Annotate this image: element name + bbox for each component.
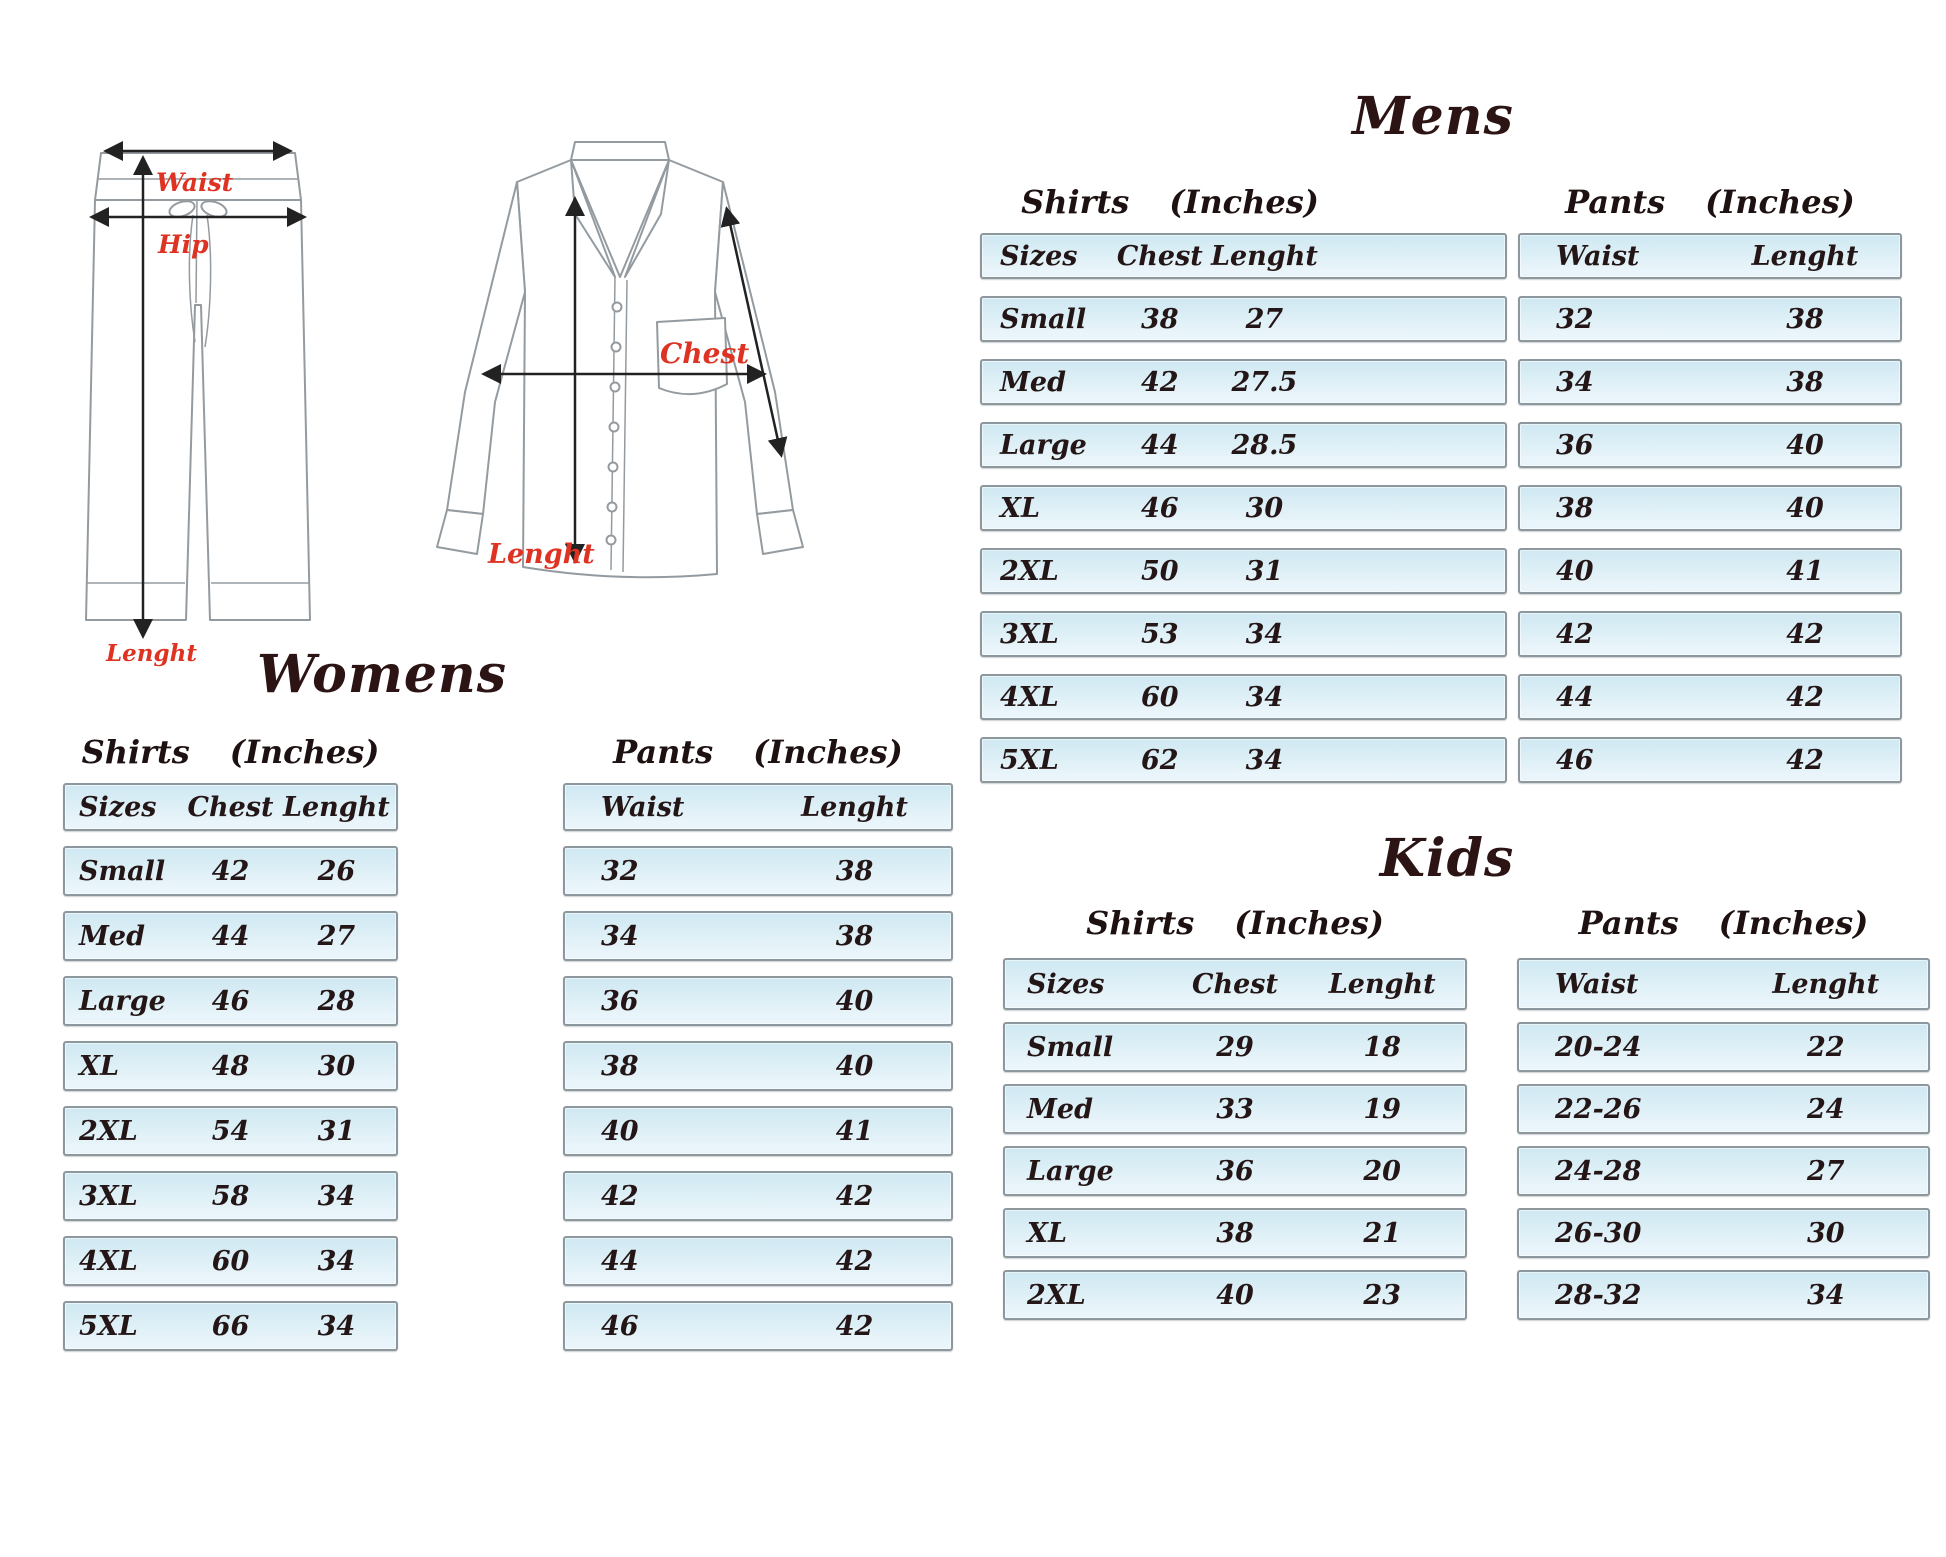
table-cell: 38 (835, 920, 874, 952)
table-cell: 46 (1556, 744, 1594, 776)
mens-shirts-table (980, 233, 1507, 800)
table-cell: 38 (835, 855, 874, 887)
table-cell: Lenght (1751, 240, 1859, 272)
table-row (63, 976, 398, 1026)
table-cell: 26-30 (1555, 1217, 1642, 1249)
table-cell: 31 (317, 1115, 356, 1147)
table-cell: 42 (211, 855, 250, 887)
table-row (1518, 296, 1902, 342)
table-cell: 41 (835, 1115, 874, 1147)
table-row (63, 1301, 398, 1351)
table-cell: 28.5 (1231, 429, 1298, 461)
table-cell: 20 (1363, 1155, 1401, 1187)
table-cell: 42 (1786, 681, 1824, 713)
table-cell: Waist (1555, 968, 1639, 1000)
table-row (563, 1171, 953, 1221)
table-cell: Lenght (1772, 968, 1880, 1000)
table-cell: 42 (1141, 366, 1179, 398)
table-cell: 60 (211, 1245, 250, 1277)
table-cell: 40 (1786, 429, 1824, 461)
mens-shirts-heading (980, 183, 1360, 221)
table-cell: XL (1000, 492, 1040, 524)
table-row (980, 611, 1507, 657)
table-row (1518, 548, 1902, 594)
table-cell: 22 (1806, 1031, 1845, 1063)
table-cell: 27 (1245, 303, 1284, 335)
inches-unit-label: (Inches) (229, 733, 380, 771)
table-row (980, 359, 1507, 405)
shirts-heading-label: Shirts (1021, 183, 1130, 221)
table-cell: XL (1027, 1217, 1067, 1249)
table-cell: Lenght (801, 791, 908, 823)
table-row (1518, 674, 1902, 720)
inches-unit-label: (Inches) (1169, 183, 1319, 221)
table-row (63, 846, 398, 896)
kids-title: Kids (1379, 828, 1515, 889)
table-row (1518, 485, 1902, 531)
table-cell: 34 (1806, 1279, 1845, 1311)
table-cell: 18 (1363, 1031, 1401, 1063)
table-cell: 5XL (79, 1310, 138, 1342)
table-cell: 32 (601, 855, 639, 887)
table-cell: Lenght (1328, 968, 1436, 1000)
table-cell: 27.5 (1231, 366, 1298, 398)
table-row (980, 422, 1507, 468)
womens-shirts-table (63, 783, 398, 1366)
table-header-row (1517, 958, 1930, 1010)
table-cell: Chest (1116, 240, 1203, 272)
table-row (1518, 359, 1902, 405)
table-header-row (63, 783, 398, 831)
table-row (1517, 1022, 1930, 1072)
table-cell: 66 (211, 1310, 250, 1342)
table-cell: 24-28 (1555, 1155, 1642, 1187)
womens-pants-table (563, 783, 953, 1366)
table-row (1517, 1270, 1930, 1320)
table-cell: 40 (835, 985, 874, 1017)
table-cell: 23 (1363, 1279, 1401, 1311)
table-row (563, 846, 953, 896)
shirt-length-label: Lenght (488, 539, 595, 570)
table-row (563, 1041, 953, 1091)
table-cell: 41 (1786, 555, 1824, 587)
table-cell: 54 (211, 1115, 250, 1147)
table-cell: 20-24 (1555, 1031, 1642, 1063)
table-cell: Med (79, 920, 145, 952)
kids-pants-table (1517, 958, 1930, 1332)
table-cell: 27 (1806, 1155, 1845, 1187)
table-row (1003, 1022, 1467, 1072)
table-row (1517, 1208, 1930, 1258)
table-cell: 42 (835, 1310, 874, 1342)
table-cell: 53 (1141, 618, 1179, 650)
table-cell: Large (1027, 1155, 1114, 1187)
table-row (63, 1106, 398, 1156)
table-header-row (980, 233, 1507, 279)
table-cell: 38 (601, 1050, 639, 1082)
inches-unit-label: (Inches) (1705, 183, 1855, 221)
table-cell: Small (1027, 1031, 1114, 1063)
table-cell: 40 (1216, 1279, 1254, 1311)
table-header-row (563, 783, 953, 831)
table-cell: 60 (1141, 681, 1179, 713)
table-cell: 30 (1245, 492, 1284, 524)
table-row (1518, 611, 1902, 657)
table-cell: 40 (1786, 492, 1824, 524)
table-cell: Lenght (1211, 240, 1318, 272)
table-cell: 50 (1141, 555, 1179, 587)
shirt-chest-label: Chest (660, 337, 750, 370)
table-cell: 24 (1806, 1093, 1845, 1125)
table-cell: 34 (1556, 366, 1594, 398)
table-cell: 2XL (1000, 555, 1059, 587)
mens-pants-table (1518, 233, 1902, 800)
table-cell: Sizes (1000, 240, 1078, 272)
inches-unit-label: (Inches) (1234, 904, 1384, 942)
table-cell: Small (1000, 303, 1087, 335)
table-cell: 4XL (79, 1245, 138, 1277)
table-cell: 34 (1245, 744, 1284, 776)
table-cell: 30 (317, 1050, 356, 1082)
table-cell: Large (1000, 429, 1087, 461)
table-cell: 3XL (79, 1180, 138, 1212)
table-row (980, 296, 1507, 342)
table-cell: 62 (1141, 744, 1179, 776)
inches-unit-label: (Inches) (1718, 904, 1869, 942)
table-cell: 34 (317, 1180, 356, 1212)
table-cell: 42 (1786, 744, 1824, 776)
table-cell: 38 (1141, 303, 1179, 335)
table-cell: 21 (1363, 1217, 1401, 1249)
table-cell: 42 (601, 1180, 639, 1212)
table-cell: 2XL (1027, 1279, 1086, 1311)
table-cell: 3XL (1000, 618, 1059, 650)
table-cell: Waist (1556, 240, 1640, 272)
table-row (1518, 737, 1902, 783)
table-cell: 42 (835, 1180, 874, 1212)
table-header-row (1003, 958, 1467, 1010)
table-cell: 44 (1141, 429, 1179, 461)
table-cell: 42 (1556, 618, 1594, 650)
table-cell: 4XL (1000, 681, 1059, 713)
table-cell: 42 (835, 1245, 874, 1277)
table-cell: 40 (1556, 555, 1594, 587)
table-cell: 33 (1216, 1093, 1254, 1125)
table-row (563, 911, 953, 961)
mens-title: Mens (1352, 86, 1514, 147)
pants-heading-label: Pants (613, 733, 714, 771)
table-row (1517, 1084, 1930, 1134)
womens-shirts-heading (63, 733, 398, 771)
table-cell: 19 (1363, 1093, 1401, 1125)
table-row (1003, 1084, 1467, 1134)
shirts-heading-label: Shirts (81, 733, 190, 771)
table-cell: 46 (211, 985, 250, 1017)
table-cell: 44 (1556, 681, 1594, 713)
table-cell: 36 (1556, 429, 1594, 461)
table-cell: 46 (601, 1310, 639, 1342)
table-cell: 34 (601, 920, 639, 952)
table-row (1518, 422, 1902, 468)
table-row (563, 1301, 953, 1351)
pants-heading-label: Pants (1565, 183, 1666, 221)
table-cell: 40 (601, 1115, 639, 1147)
table-row (63, 1041, 398, 1091)
shirt-sketch (425, 122, 815, 602)
table-row (1003, 1146, 1467, 1196)
table-cell: 5XL (1000, 744, 1059, 776)
table-cell: 2XL (79, 1115, 138, 1147)
table-cell: 38 (1556, 492, 1594, 524)
mens-pants-heading (1518, 183, 1902, 221)
table-cell: 32 (1556, 303, 1594, 335)
table-cell: 36 (1216, 1155, 1254, 1187)
pants-heading-label: Pants (1578, 904, 1679, 942)
table-cell: Sizes (1027, 968, 1105, 1000)
table-cell: Large (79, 985, 166, 1017)
table-cell: 34 (317, 1245, 356, 1277)
table-cell: Chest (187, 791, 274, 823)
table-cell: 27 (317, 920, 356, 952)
table-row (980, 737, 1507, 783)
table-cell: 38 (1216, 1217, 1254, 1249)
kids-shirts-heading (1003, 904, 1467, 942)
table-cell: 26 (317, 855, 356, 887)
shirts-heading-label: Shirts (1086, 904, 1195, 942)
table-row (563, 1106, 953, 1156)
pants-hip-label: Hip (158, 230, 209, 259)
table-row (563, 1236, 953, 1286)
pants-waist-label: Waist (156, 168, 234, 197)
table-cell: 48 (211, 1050, 250, 1082)
table-cell: 46 (1141, 492, 1179, 524)
table-cell: Lenght (283, 791, 390, 823)
inches-unit-label: (Inches) (753, 733, 903, 771)
table-cell: 29 (1216, 1031, 1254, 1063)
table-cell: 28 (317, 985, 356, 1017)
table-cell: 30 (1806, 1217, 1845, 1249)
table-cell: Sizes (79, 791, 157, 823)
table-cell: 36 (601, 985, 639, 1017)
table-cell: 44 (601, 1245, 639, 1277)
table-cell: Chest (1192, 968, 1278, 1000)
table-cell: 58 (211, 1180, 250, 1212)
table-row (63, 911, 398, 961)
table-cell: Med (1027, 1093, 1093, 1125)
table-cell: 31 (1245, 555, 1284, 587)
table-cell: 34 (1245, 681, 1284, 713)
table-cell: 34 (1245, 618, 1284, 650)
table-row (980, 548, 1507, 594)
kids-shirts-table (1003, 958, 1467, 1332)
table-cell: 40 (835, 1050, 874, 1082)
table-row (63, 1171, 398, 1221)
table-cell: XL (79, 1050, 119, 1082)
kids-pants-heading (1517, 904, 1930, 942)
table-cell: Waist (601, 791, 685, 823)
table-row (63, 1236, 398, 1286)
womens-title: Womens (256, 644, 508, 705)
pants-length-label: Lenght (106, 640, 197, 667)
table-cell: 44 (211, 920, 250, 952)
table-header-row (1518, 233, 1902, 279)
table-row (980, 674, 1507, 720)
table-cell: 42 (1786, 618, 1824, 650)
table-cell: Small (79, 855, 166, 887)
table-row (563, 976, 953, 1026)
table-cell: 22-26 (1555, 1093, 1642, 1125)
table-row (1003, 1208, 1467, 1258)
table-row (980, 485, 1507, 531)
table-cell: Med (1000, 366, 1066, 398)
womens-pants-heading (563, 733, 953, 771)
table-cell: 34 (317, 1310, 356, 1342)
table-cell: 28-32 (1555, 1279, 1642, 1311)
table-row (1517, 1146, 1930, 1196)
table-cell: 38 (1786, 366, 1824, 398)
table-row (1003, 1270, 1467, 1320)
table-cell: 38 (1786, 303, 1824, 335)
